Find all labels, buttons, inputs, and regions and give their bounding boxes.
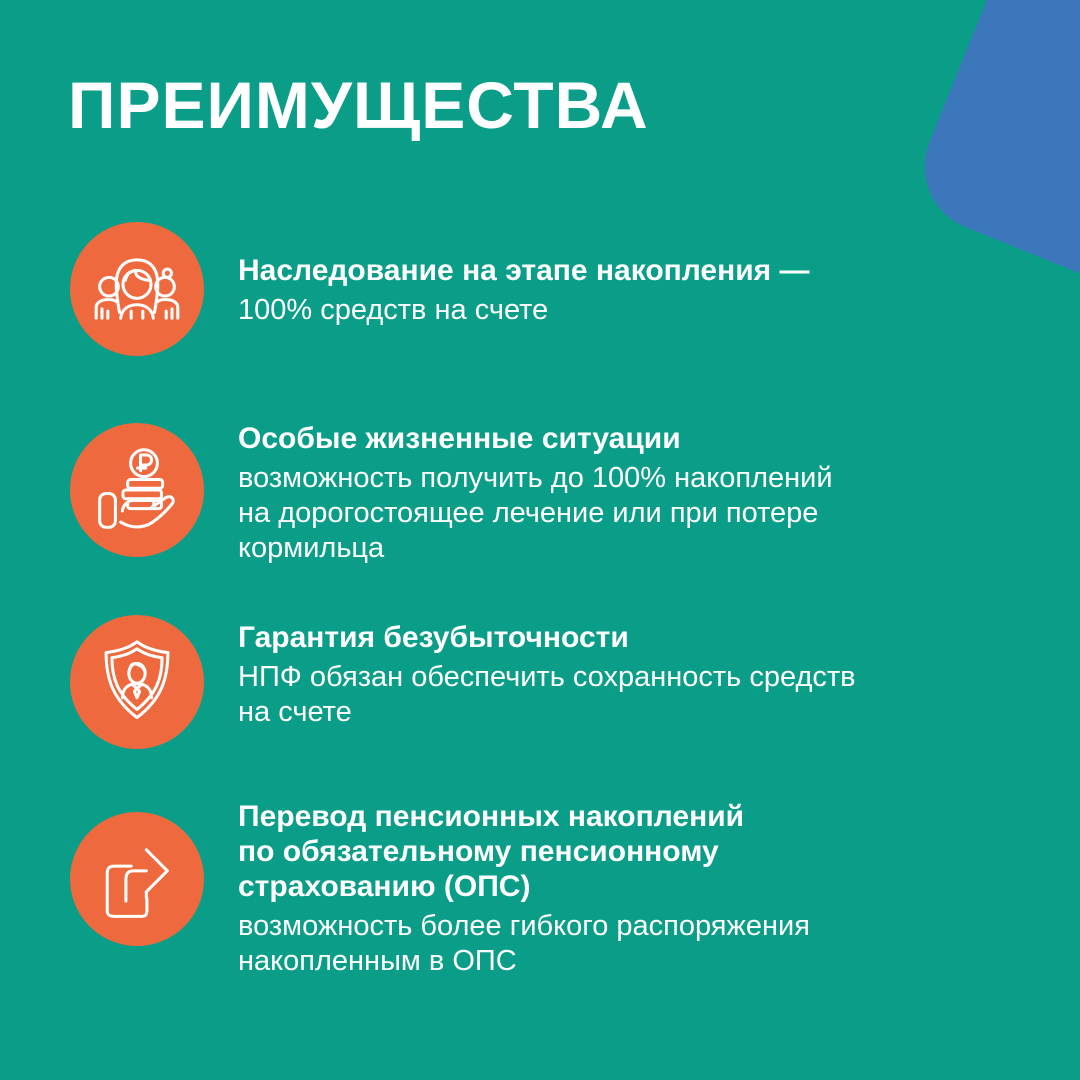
advantage-item-ops-transfer	[70, 800, 1020, 977]
item-text	[238, 253, 810, 328]
item-text	[238, 620, 856, 730]
document-arrow-transfer-icon	[81, 823, 193, 935]
family-icon	[81, 233, 193, 345]
hand-coins-ruble-icon	[81, 434, 193, 546]
item-body: возможность получить до 100% накоплений на дорогостоящее лечение или при потере кормильца	[238, 462, 833, 564]
shield-person-icon	[81, 626, 193, 738]
item-heading: Наследование на этапе накопления —	[238, 254, 810, 287]
icon-badge	[70, 615, 204, 749]
item-text	[238, 421, 833, 566]
advantage-item-life-situations	[70, 422, 1020, 564]
advantage-item-inheritance	[70, 222, 1020, 356]
icon-badge	[70, 812, 204, 946]
item-text	[238, 799, 810, 979]
icon-badge	[70, 222, 204, 356]
icon-badge	[70, 423, 204, 557]
item-body: НПФ обязан обеспечить сохранность средств на счете	[238, 661, 856, 728]
page-title: ПРЕИМУЩЕСТВА	[68, 68, 649, 142]
item-heading: Гарантия безубыточности	[238, 621, 629, 654]
advantage-item-guarantee	[70, 615, 1020, 749]
item-body: 100% средств на счете	[238, 294, 549, 326]
item-heading: Особые жизненные ситуации	[238, 422, 681, 455]
item-heading: Перевод пенсионных накоплений по обязательному пенсионному страхованию (ОПС)	[238, 800, 745, 903]
item-body: возможность более гибкого распоряжения накопленным в ОПС	[238, 910, 810, 977]
